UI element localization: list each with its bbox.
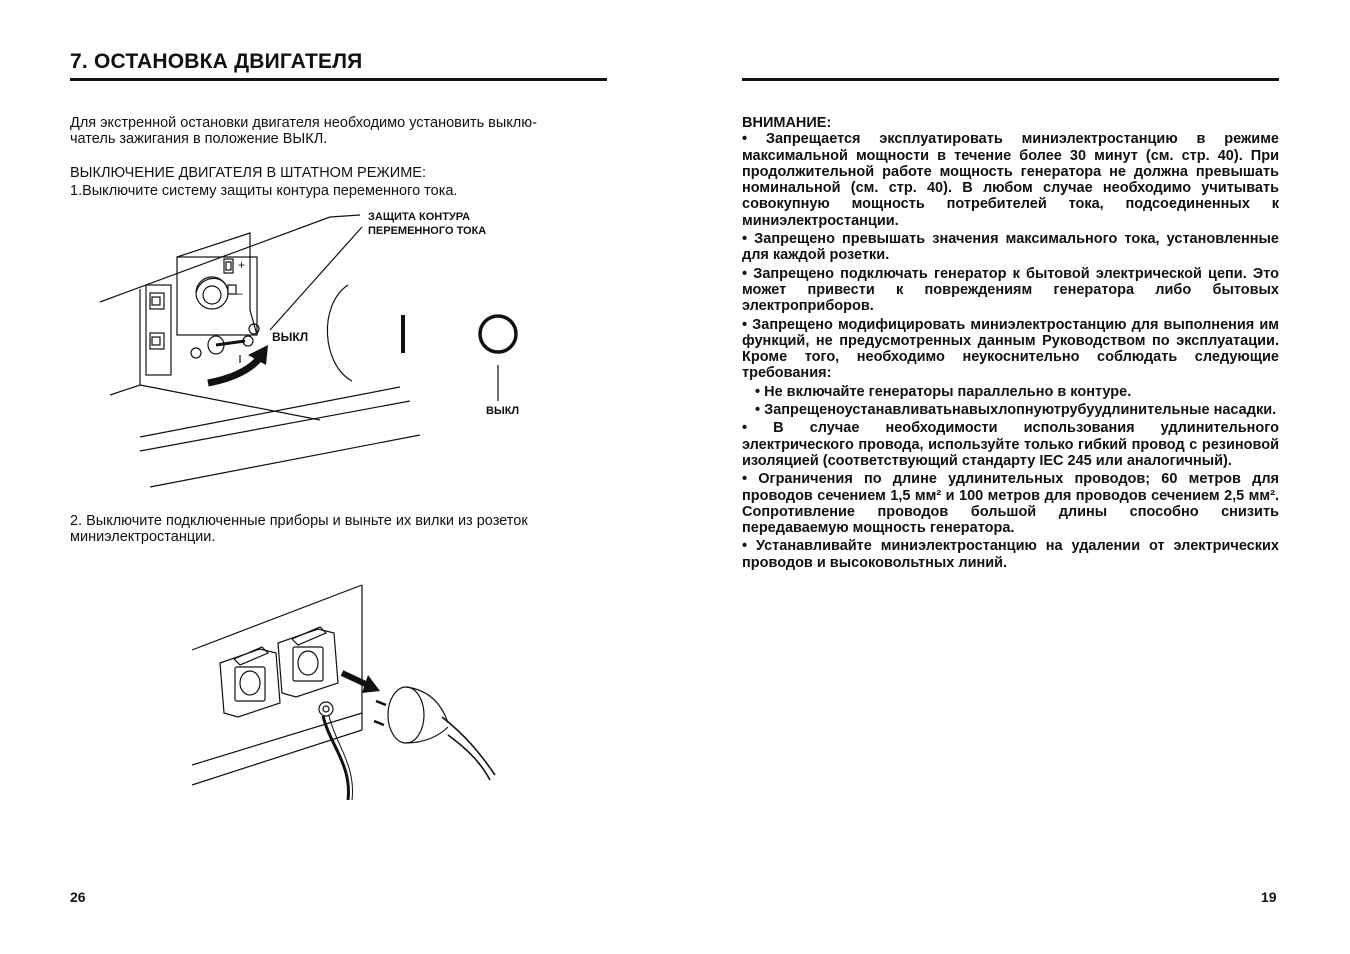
step-2-line-1: 2. Выключите подключенные приборы и выньте их вилки из розеток [70,513,528,529]
warning-sub-item: • Не включайте генераторы параллельно в контуре. [755,383,1132,400]
normal-stop-heading: ВЫКЛЮЧЕНИЕ ДВИГАТЕЛЯ В ШТАТНОМ РЕЖИМЕ: [70,165,426,181]
warning-heading: ВНИМАНИЕ: [742,115,832,131]
warning-item: • Запрещено превышать значения максимального тока, установленные для каждой розетки. [742,231,1279,264]
warning-item: • Запрещается эксплуатировать миниэлектростанцию в режиме максимальной мощности в течение более 30 минут (см. стр. 40). При продолжительной работе мощность генератора не должна превышать номинальной (см. стр. 40). В любом случае необходимо учитывать совокупную мощность потребителей тока, подсоединенных к миниэлектростанции. [742,131,1279,229]
unplug-illustration [180,575,520,805]
circuit-protector-label-1: ЗАЩИТА КОНТУРА [368,211,471,223]
minus-label: – [236,286,243,300]
intro-line-2: чатель зажигания в положение ВЫКЛ. [70,131,328,147]
step-1-text: 1.Выключите систему защиты контура переменного тока. [70,183,458,199]
warning-item: • В случае необходимости использования удлинительного электрического провода, используйте только гибкий провод с резиновой изоляцией (соответствующий стандарту IEC 245 или аналогичный). [742,420,1279,469]
warning-sub-item: • Запрещеноустанавливатьнавыхлопнуютрубуудлинительные насадки. [755,402,1277,419]
page-title: 7. ОСТАНОВКА ДВИГАТЕЛЯ [70,50,363,73]
switch-off-label: ВЫКЛ [486,405,520,417]
title-rule-left [70,78,607,81]
warning-section [742,115,1279,573]
intro-line-1: Для экстренной остановки двигателя необходимо установить выклю- [70,115,537,131]
circuit-protector-illustration [90,205,540,505]
title-rule-right [742,78,1279,81]
key-off-label: ВЫКЛ [272,330,309,344]
warning-item: • Запрещено подключать генератор к бытовой электрической цепи. Это может привести к повреждениям генератора либо бытовых электроприборов. [742,265,1279,315]
circuit-protector-label-2: ПЕРЕМЕННОГО ТОКА [368,225,487,237]
warning-item: • Устанавливайте миниэлектростанцию на удалении от электрических проводов и высоковольтных линий. [742,538,1279,571]
step-2-line-2: миниэлектростанции. [70,529,216,545]
warning-item: • Запрещено модифицировать миниэлектростанцию для выполнения им функций, не предусмотренных данным Руководством по эксплуатации. Кроме того, необходимо неукоснительно соблюдать следующие требования: [742,316,1279,382]
warning-item: • Ограничения по длине удлинительных проводов; 60 метров для проводов сечением 1,5 мм² и 100 метров для проводов сечением 2,5 мм². Сопротивление проводов большой длины способно снизить передаваемую мощность генератора. [742,471,1279,537]
plus-label: + [238,258,246,272]
page-number-right: 19 [1261,889,1277,905]
page-number-left: 26 [70,889,86,905]
